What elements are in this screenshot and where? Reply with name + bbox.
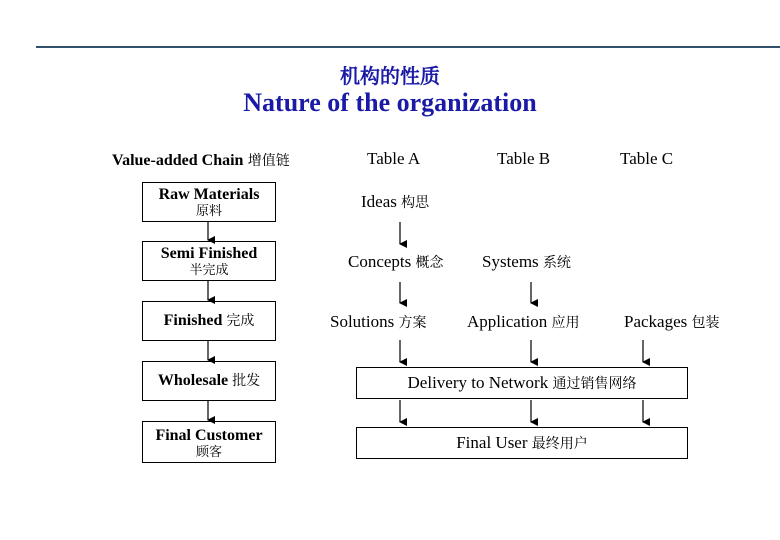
application-cn: 应用 bbox=[551, 315, 580, 331]
header-table-b: Table B bbox=[497, 149, 551, 168]
header-table-a: Table A bbox=[367, 149, 421, 168]
packages-en: Packages bbox=[624, 312, 688, 331]
application-en: Application bbox=[467, 312, 548, 331]
final-customer-en: Final Customer bbox=[155, 427, 263, 444]
header-value-chain-en: Value-added Chain bbox=[112, 152, 244, 169]
final-user-cn: 最终用户 bbox=[531, 436, 588, 452]
title-english: Nature of the organization bbox=[243, 88, 537, 117]
header-value-chain-cn: 增值链 bbox=[247, 153, 290, 169]
finished-en: Finished bbox=[163, 312, 223, 329]
delivery-en: Delivery to Network bbox=[407, 373, 549, 392]
solutions-cn: 方案 bbox=[398, 315, 427, 331]
raw-materials-en: Raw Materials bbox=[158, 186, 260, 203]
ideas-cn: 构思 bbox=[401, 195, 430, 211]
solutions-en: Solutions bbox=[330, 312, 395, 331]
ideas-en: Ideas bbox=[361, 192, 397, 211]
systems-cn: 系统 bbox=[542, 255, 571, 271]
semi-finished-cn: 半完成 bbox=[189, 263, 229, 278]
finished-cn: 完成 bbox=[226, 313, 255, 329]
packages-cn: 包装 bbox=[691, 315, 720, 331]
final-user-en: Final User bbox=[456, 433, 528, 452]
systems-en: Systems bbox=[482, 252, 539, 271]
delivery-cn: 通过销售网络 bbox=[552, 376, 637, 392]
header-table-c: Table C bbox=[620, 149, 674, 168]
semi-finished-en: Semi Finished bbox=[160, 245, 258, 262]
concepts-cn: 概念 bbox=[415, 255, 444, 271]
concepts-en: Concepts bbox=[348, 252, 412, 271]
delivery-to-user-arrows bbox=[400, 400, 643, 422]
raw-materials-cn: 原料 bbox=[195, 204, 222, 219]
title-chinese: 机构的性质 bbox=[340, 64, 440, 88]
final-customer-cn: 顾客 bbox=[195, 445, 222, 460]
wholesale-en: Wholesale bbox=[157, 372, 229, 389]
wholesale-cn: 批发 bbox=[232, 373, 261, 389]
